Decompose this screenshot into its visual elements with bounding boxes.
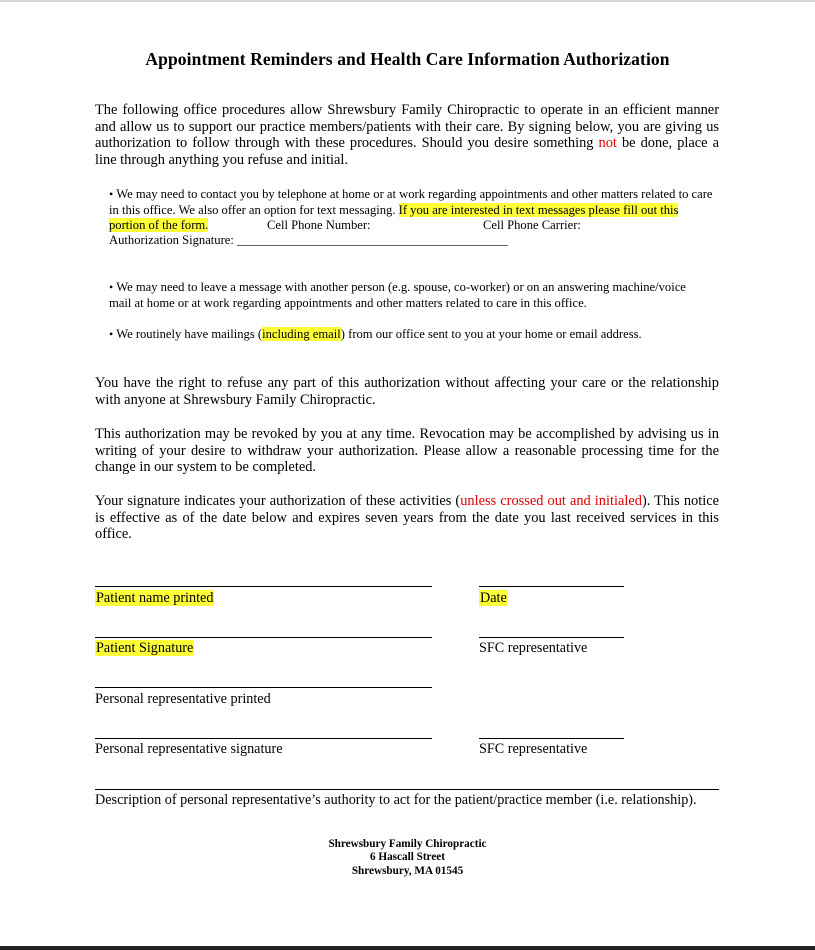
date-line[interactable] — [479, 586, 624, 587]
text-message-highlight: If you are interested in text messages please fill out this portion of the form. — [109, 202, 679, 233]
office-street: 6 Hascall Street — [370, 851, 445, 864]
patient-name-line[interactable] — [95, 586, 432, 587]
bullet-dot: • — [109, 327, 117, 341]
sfc-rep-line-1[interactable] — [479, 637, 624, 638]
revoke-paragraph: This authorization may be revoked by you at any time. Revocation may be accomplished by advising us in writing of your desire to withdraw your authorization. Please allow a reasonable processing time for the change in our system to be completed. — [95, 426, 719, 476]
office-name: Shrewsbury Family Chiropractic — [328, 838, 487, 850]
personal-rep-printed-line[interactable] — [95, 687, 432, 688]
bullet-dot: • — [109, 280, 117, 294]
intro-text-b: be done, place a line through anything you refuse and initial. — [95, 135, 719, 168]
personal-rep-signature-label: Personal representative signature — [95, 741, 283, 757]
including-email-highlight: including email — [262, 327, 341, 341]
sfc-rep-line-2[interactable] — [479, 738, 624, 739]
top-divider — [0, 0, 815, 2]
patient-signature-line[interactable] — [95, 637, 432, 638]
intro-text-a: The following office procedures allow Shrewsbury Family Chiropractic to operate in an efficient manner and allow us to support our practice members/patients with their care. By signing below, you are giving us authorization to follow through with these procedures. Should you desire something — [95, 102, 719, 152]
description-label: Description of personal representative’s authority to act for the patient/practice member (i.e. relationship). — [95, 792, 697, 808]
signature-notice-text-a: Your signature indicates your authorization of these activities ( — [95, 493, 461, 509]
patient-name-label: Patient name printed — [96, 590, 214, 606]
personal-rep-signature-line[interactable] — [95, 738, 432, 739]
document-title: Appointment Reminders and Health Care Information Authorization — [145, 49, 670, 69]
bullet-dot: • — [109, 187, 117, 201]
office-address — [0, 838, 815, 878]
cell-phone-number-label: Cell Phone Number: — [267, 218, 371, 232]
sfc-rep-label-2: SFC representative — [479, 741, 588, 757]
cell-phone-carrier-label: Cell Phone Carrier: — [483, 218, 581, 232]
date-label: Date — [480, 590, 507, 606]
bullet-mailings-text-b: ) from our office sent to you at your home or email address. — [340, 327, 642, 341]
bullet-telephone — [109, 187, 715, 234]
bullet-message-text: We may need to leave a message with another person (e.g. spouse, co-worker) or on an answering machine/voice mail at home or at work regarding appointments and other matters related to care in this office. — [109, 280, 686, 310]
bullet-telephone-text: We may need to contact you by telephone at home or at work regarding appointments and other matters related to care in this office. We also offer an option for text messaging. — [109, 187, 713, 217]
signature-notice-paragraph — [95, 493, 719, 543]
bottom-divider — [0, 946, 815, 950]
bullet-mailings-text-a: We routinely have mailings ( — [116, 327, 263, 341]
bullet-message — [109, 280, 701, 311]
personal-rep-printed-label: Personal representative printed — [95, 691, 271, 707]
patient-signature-label: Patient Signature — [96, 640, 194, 656]
description-line[interactable] — [95, 789, 719, 790]
refuse-paragraph: You have the right to refuse any part of this authorization without affecting your care or the relationship with anyone at Shrewsbury Family Chiropractic. — [95, 375, 719, 408]
signature-notice-text-b: ). This notice is effective as of the date below and expires seven years from the date you last received services in this office. — [95, 493, 719, 543]
intro-paragraph — [95, 102, 719, 168]
authorization-signature-field[interactable]: Authorization Signature: ___________________________________________ — [109, 233, 508, 247]
unless-crossed-out-text: unless crossed out and initialed — [460, 493, 642, 509]
intro-not: not — [598, 135, 617, 152]
sfc-rep-label-1: SFC representative — [479, 640, 588, 656]
office-city: Shrewsbury, MA 01545 — [351, 864, 464, 877]
bullet-mailings — [109, 327, 715, 343]
